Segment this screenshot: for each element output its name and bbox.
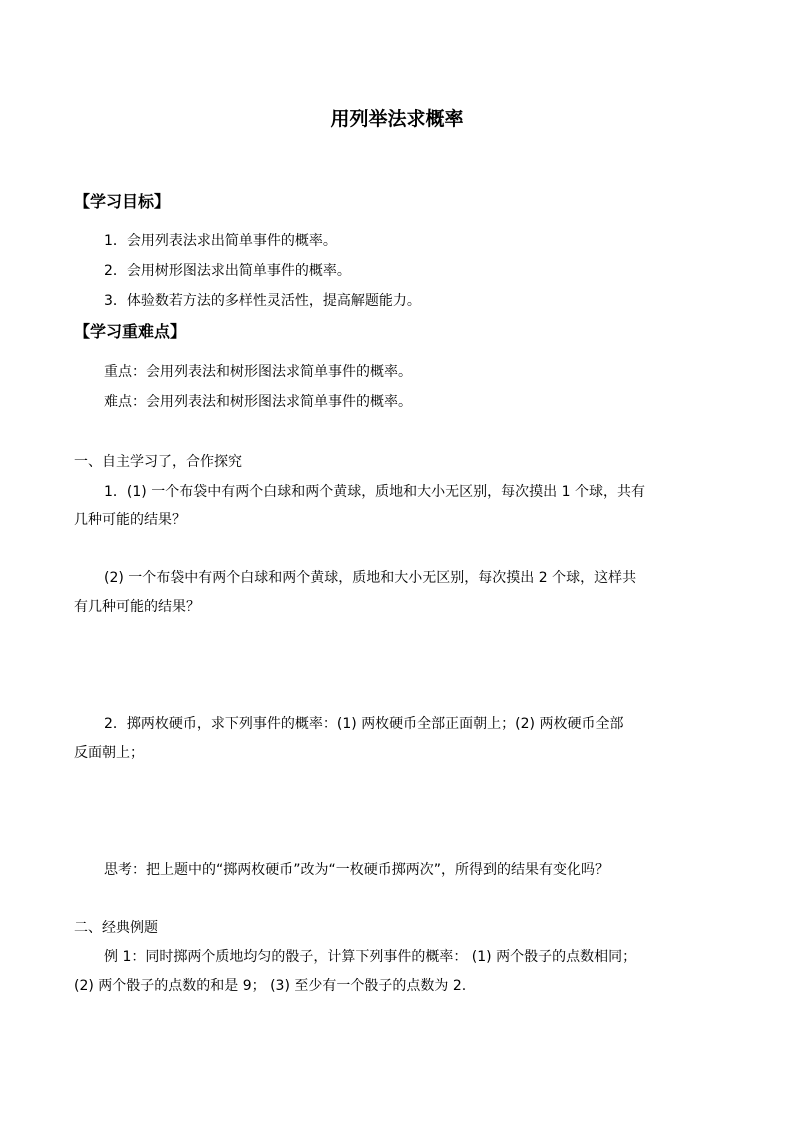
question-2-line2: 反面朝上；: [74, 745, 144, 761]
question-2-line1: 2．掷两枚硬币，求下列事件的概率：(1) 两枚硬币全部正面朝上；(2) 两枚硬币全部: [104, 716, 624, 732]
page-title: 用列举法求概率: [330, 108, 464, 130]
objective-item: 2．会用树形图法求出简单事件的概率。: [104, 263, 351, 279]
example-1-line1: 例 1：同时掷两个质地均匀的骰子，计算下列事件的概率： (1) 两个骰子的点数相同；: [104, 949, 637, 965]
part1-heading: 一、自主学习了，合作探究: [74, 454, 242, 470]
think-question: 思考：把上题中的“掷两枚硬币”改为“一枚硬币掷两次”，所得到的结果有变化吗？: [104, 862, 610, 878]
objective-item: 1．会用列表法求出简单事件的概率。: [104, 233, 337, 249]
part2-heading: 二、经典例题: [74, 920, 158, 936]
example-1-line2: (2) 两个骰子的点数的和是 9； (3) 至少有一个骰子的点数为 2.: [74, 978, 467, 994]
question-1b-line2: 有几种可能的结果？: [74, 599, 200, 615]
question-1b-line1: (2) 一个布袋中有两个白球和两个黄球，质地和大小无区别，每次摸出 2 个球，这样共: [104, 570, 637, 586]
objectives-heading: 【学习目标】: [74, 192, 171, 211]
keypoints-heading: 【学习重难点】: [74, 322, 187, 341]
question-1a-line2: 几种可能的结果？: [74, 512, 186, 528]
keypoint-focus: 重点：会用列表法和树形图法求简单事件的概率。: [104, 364, 412, 380]
question-1a-line1: 1．(1) 一个布袋中有两个白球和两个黄球，质地和大小无区别，每次摸出 1 个球，共有: [104, 484, 645, 500]
keypoint-difficulty: 难点：会用列表法和树形图法求简单事件的概率。: [104, 394, 412, 410]
objective-item: 3．体验数若方法的多样性灵活性，提高解题能力。: [104, 293, 421, 309]
